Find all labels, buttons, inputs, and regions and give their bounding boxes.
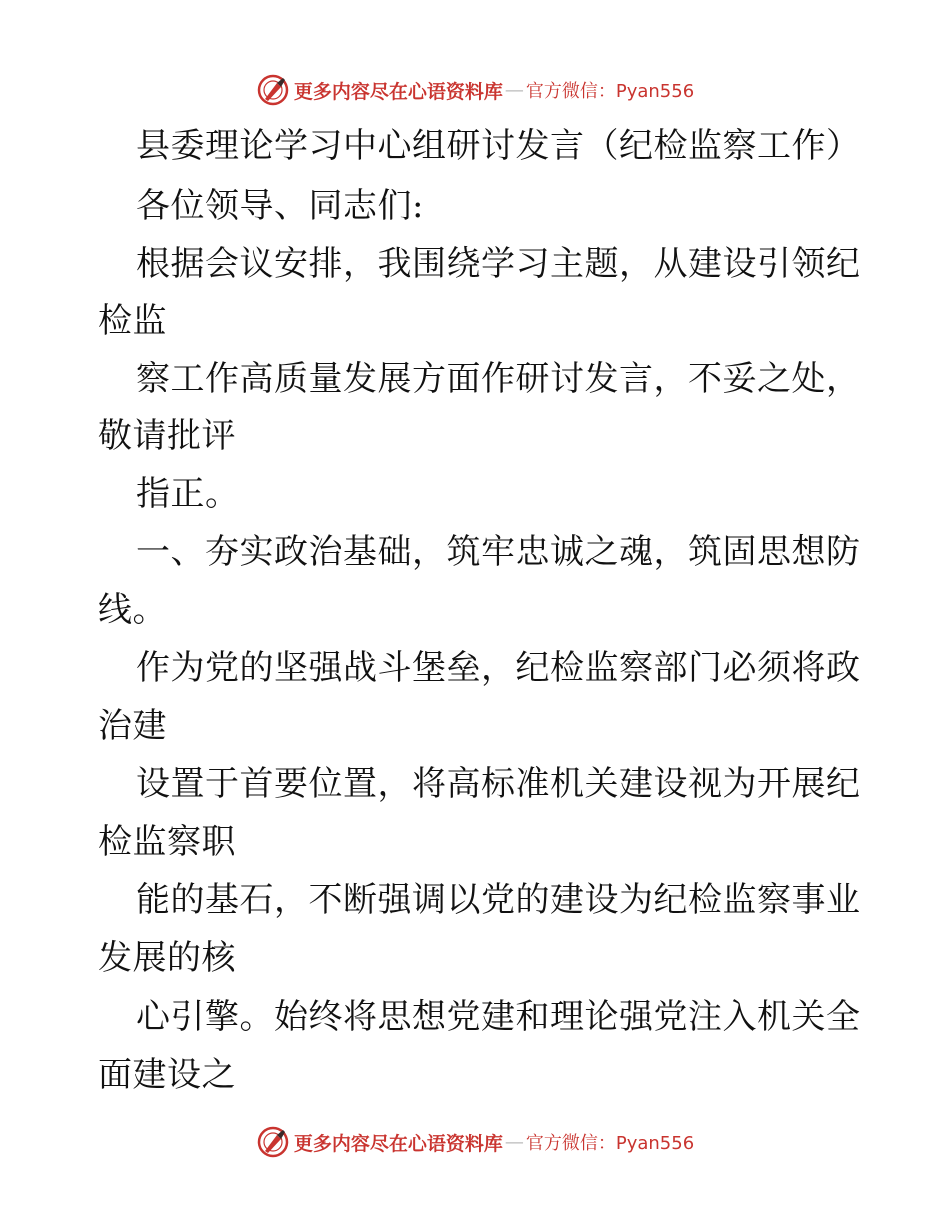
footer-watermark xyxy=(0,1122,950,1162)
watermark-text: 更多内容尽在心语资料库 xyxy=(293,1132,503,1155)
section-heading-continued: 线。 xyxy=(98,590,167,630)
pen-nib-circle-icon xyxy=(256,1125,290,1159)
text-line: 检监察职 xyxy=(98,822,236,862)
watermark-text: 更多内容尽在心语资料库 xyxy=(293,80,503,103)
text-line: 面建设之 xyxy=(98,1055,236,1095)
text-line: 治建 xyxy=(98,706,167,746)
text-line: 能的基石，不断强调以党的建设为纪检监察事业 xyxy=(136,880,861,920)
text-line: 作为党的坚强战斗堡垒，纪检监察部门必须将政 xyxy=(136,648,861,688)
document-title: 县委理论学习中心组研讨发言（纪检监察工作） xyxy=(136,126,861,166)
header-watermark xyxy=(0,70,950,110)
text-line: 根据会议安排，我围绕学习主题，从建设引领纪 xyxy=(136,244,861,284)
watermark-separator: — xyxy=(504,1131,524,1153)
text-line: 察工作高质量发展方面作研讨发言，不妥之处， xyxy=(136,359,861,399)
salutation: 各位领导、同志们: xyxy=(136,186,424,226)
section-heading: 一、夯实政治基础，筑牢忠诚之魂，筑固思想防 xyxy=(136,532,861,572)
text-line: 发展的核 xyxy=(98,938,236,978)
text-line: 指正。 xyxy=(136,474,240,514)
text-line: 设置于首要位置，将高标准机关建设视为开展纪 xyxy=(136,764,861,804)
watermark-contact: 官方微信：Pyan556 xyxy=(525,81,695,102)
text-line: 检监 xyxy=(98,301,167,341)
pen-nib-circle-icon xyxy=(256,73,290,107)
text-line: 敬请批评 xyxy=(98,416,236,456)
text-line: 心引擎。始终将思想党建和理论强党注入机关全 xyxy=(136,997,861,1037)
watermark-separator: — xyxy=(504,79,524,101)
watermark-contact: 官方微信：Pyan556 xyxy=(525,1133,695,1154)
